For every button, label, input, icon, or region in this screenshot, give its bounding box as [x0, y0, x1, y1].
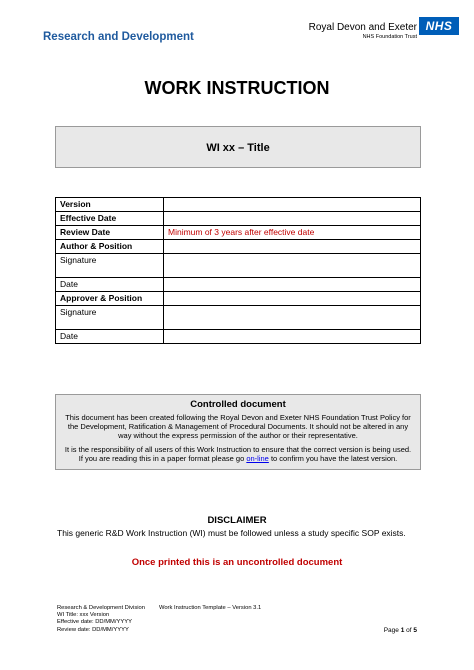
page-title: WORK INSTRUCTION	[144, 78, 330, 98]
page-label: Page	[383, 627, 399, 634]
trust-subtitle: NHS Foundation Trust	[362, 34, 417, 40]
page-current: 1	[400, 627, 405, 634]
online-link[interactable]: on-line	[246, 454, 269, 463]
effective-date-value[interactable]	[164, 212, 421, 226]
table-row	[56, 292, 421, 306]
document-info-table	[55, 197, 421, 344]
responsibility-text-end: to confirm you have the latest version.	[268, 454, 398, 463]
page-total: 5	[413, 627, 417, 634]
nhs-logo: NHS	[419, 17, 459, 35]
approver-position-label: Approver & Position	[56, 292, 164, 306]
review-date-value[interactable]: Minimum of 3 years after effective date	[164, 226, 421, 240]
controlled-document-title: Controlled document	[190, 399, 286, 410]
page-footer	[57, 605, 419, 634]
table-row	[56, 306, 421, 330]
page-of: of	[406, 627, 412, 634]
table-row	[56, 278, 421, 292]
author-signature-label: Signature	[56, 254, 164, 278]
disclaimer-title: DISCLAIMER	[207, 515, 267, 526]
controlled-document-responsibility	[62, 445, 414, 463]
table-row	[56, 330, 421, 344]
controlled-document-box	[55, 394, 421, 470]
version-value[interactable]	[164, 198, 421, 212]
uncontrolled-notice: Once printed this is an uncontrolled document	[131, 557, 343, 568]
department-heading: Research and Development	[43, 31, 194, 43]
effective-date-label: Effective Date	[56, 212, 164, 226]
trust-name: Royal Devon and Exeter	[308, 22, 417, 33]
footer-review-date: Review date: DD/MM/YYYY	[57, 626, 129, 633]
approver-date-label: Date	[56, 330, 164, 344]
responsibility-text: It is the responsibility of all users of this Work Instruction to ensure that the correct version is being used. If you are reading this in a paper format please go	[64, 445, 412, 463]
author-position-value[interactable]	[164, 240, 421, 254]
version-label: Version	[56, 198, 164, 212]
wi-title: WI xx – Title	[206, 142, 270, 154]
author-position-label: Author & Position	[56, 240, 164, 254]
trust-logo-text	[309, 22, 417, 41]
table-row	[56, 198, 421, 212]
approver-date-value[interactable]	[164, 330, 421, 344]
approver-signature-label: Signature	[56, 306, 164, 330]
author-signature-value[interactable]	[164, 254, 421, 278]
table-row	[56, 254, 421, 278]
table-row	[56, 240, 421, 254]
author-date-value[interactable]	[164, 278, 421, 292]
footer-wi-title: WI Title: xxx Version	[57, 612, 110, 619]
author-date-label: Date	[56, 278, 164, 292]
footer-row	[57, 605, 419, 612]
approver-position-value[interactable]	[164, 292, 421, 306]
table-row	[56, 226, 421, 240]
footer-effective-date: Effective date: DD/MM/YYYY	[57, 619, 132, 626]
footer-division: Research & Development Division	[57, 605, 145, 611]
approver-signature-value[interactable]	[164, 306, 421, 330]
wi-title-box	[55, 126, 421, 168]
controlled-document-text: This document has been created following the Royal Devon and Exeter NHS Foundation Trust Policy for the Development, Ratification & Management of Procedural Documents. It should not be altered in any way without the express permission of the author or their representative.	[65, 413, 411, 440]
table-row	[56, 212, 421, 226]
page-number	[384, 627, 417, 634]
review-date-label: Review Date	[56, 226, 164, 240]
footer-template: Work Instruction Template – Version 3.1	[158, 605, 262, 611]
disclaimer-text: This generic R&D Work Instruction (WI) must be followed unless a study specific SOP exists.	[57, 528, 406, 538]
